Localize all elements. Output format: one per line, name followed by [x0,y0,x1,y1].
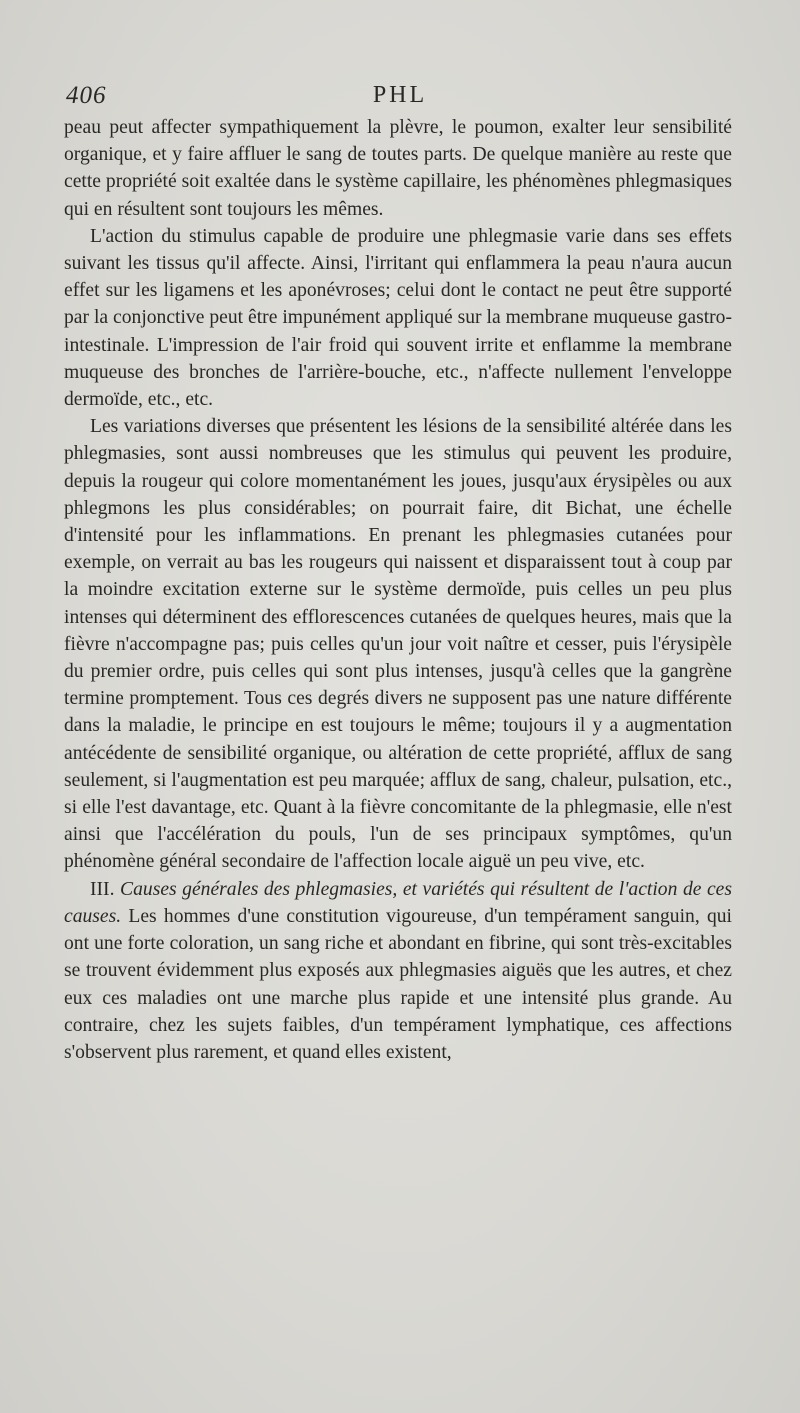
page-header [62,82,738,116]
page-number: 406 [66,82,107,109]
section-heading: Causes générales des phlegmasies, et variétés qui résultent de l'action de ces causes. [64,878,732,927]
paragraph-1: peau peut affecter sympathiquement la plèvre, le poumon, exalter leur sensibilité organique, et y faire affluer le sang de toutes parts. De quelque manière au reste que cette propriété soit exaltée dans le système capillaire, les phénomènes phlegmasiques qui en résultent sont toujours les mêmes. [64,117,732,220]
paragraph-3: Les variations diverses que présentent les lésions de la sensibilité altérée dans les phlegmasies, sont aussi nombreuses que les stimulus qui peuvent les produire, depuis la rougeur qui colore momentanément les joues, jusqu'aux érysipèles ou aux phlegmons les plus considérables; on pourrait faire, dit Bichat, une échelle d'intensité pour les inflammations. En prenant les phlegmasies cutanées pour exemple, on verrait au bas les rougeurs qui naissent et disparaissent tout à coup par la moindre excitation externe sur le système dermoïde, puis celles un peu plus intenses qui déterminent des efflorescences cutanées de quelques heures, mais que la fièvre n'accompagne pas; puis celles qu'un jour voit naître et cesser, puis l'érysipèle du premier ordre, puis celles qui sont plus intenses, jusqu'à celles que la gangrène termine promptement. Tous ces degrés divers ne supposent pas une nature différente dans la maladie, le principe en est toujours le même; toujours il y a augmentation antécédente de sensibilité organique, ou altération de cette propriété, afflux de sang seulement, si l'augmentation est peu marquée; afflux de sang, chaleur, pulsation, etc., si elle l'est davantage, etc. Quant à la fièvre concomitante de la phlegmasie, elle n'est ainsi que l'accélération du pouls, l'un de ses principaux symptômes, qu'un phénomène général secondaire de l'affection locale aiguë un peu vive, etc. [64,416,732,873]
section-text: Les hommes d'une constitution vigoureuse, d'un tempérament sanguin, qui ont une forte coloration, un sang riche et abondant en fibrine, qui sont très-excitables se trouvent évidemment plus exposés aux phlegmasies aiguës que les autres, et chez eux ces maladies ont une marche plus rapide et une intensité plus grande. Au contraire, chez les sujets faibles, d'un tempérament lymphatique, ces affections s'observent plus rarement, et quand elles existent, [64,905,732,1063]
section-number: III. [90,878,115,900]
running-head: PHL [372,82,428,108]
body-text [64,114,732,1066]
paragraph-2: L'action du stimulus capable de produire une phlegmasie varie dans ses effets suivant les tissus qu'il affecte. Ainsi, l'irritant qui enflammera la peau n'aura aucun effet sur les ligamens et les aponévroses; celui dont le contact ne peut être supporté par la conjonctive peut être impunément appliqué sur la membrane muqueuse gastro-intestinale. L'impression de l'air froid qui souvent irrite et enflamme la membrane muqueuse des bronches de l'arrière-bouche, etc., n'affecte nullement l'enveloppe dermoïde, etc., etc. [64,225,732,411]
paragraph-4 [64,876,732,1066]
